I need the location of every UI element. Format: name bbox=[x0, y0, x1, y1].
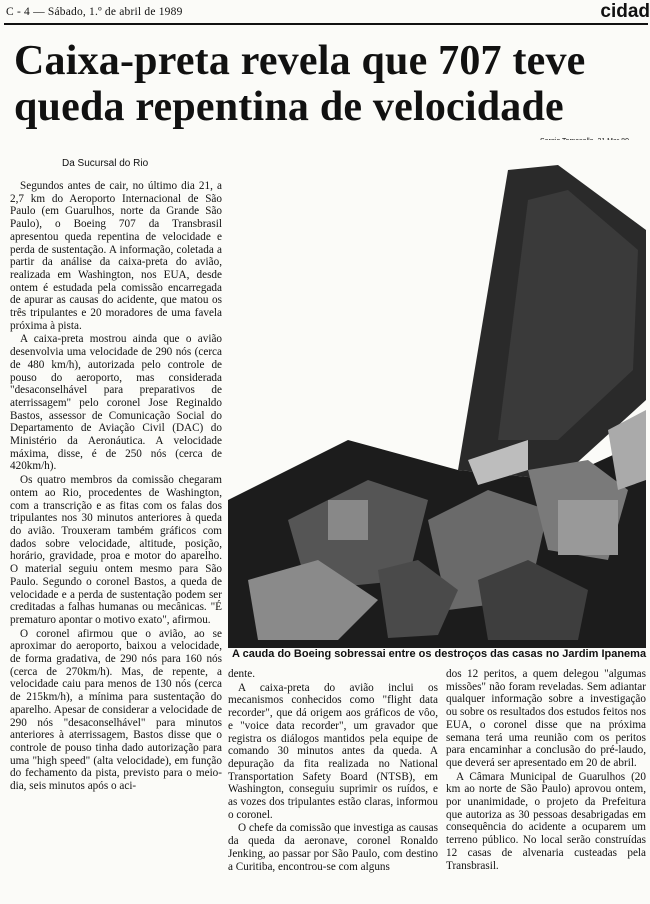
article-column-2 bbox=[228, 668, 438, 873]
article-column-3 bbox=[446, 668, 646, 872]
photo-caption: A cauda do Boeing sobressai entre os destroços das casas no Jardim Ipanema bbox=[232, 648, 647, 660]
article-byline: Da Sucursal do Rio bbox=[62, 158, 149, 169]
page-dateline: C - 4 — Sábado, 1.º de abril de 1989 bbox=[6, 6, 183, 18]
paragraph: Segundos antes de cair, no último dia 21, a 2,7 km do Aeroporto Internacional de São Paulo (em Guarulhos, norte da Grande São Paulo), o Boeing 707 da Transbrasil apresentou queda repentina de velocidade e perda de sustentação. A informação, coletada a partir da análise da caixa-preta do avião, realizada em Washington, nos EUA, desde ontem é estudada pela comissão encarregada de apurar as causas do acidente, que matou os três tripulantes e 20 moradores de uma favela próxima à pista. bbox=[10, 180, 222, 332]
page-header bbox=[6, 1, 650, 22]
paragraph: A Câmara Municipal de Guarulhos (20 km ao norte de São Paulo) aprovou ontem, por unanimidade, o projeto da Prefeitura que autoriza as 30 pessoas desabrigadas em consequência do acidente a ocuparem um terreno público. No local serão construídas 12 casas de alvenaria custeadas pela Transbrasil. bbox=[446, 770, 646, 872]
article-column-1 bbox=[10, 180, 222, 793]
paragraph: dente. bbox=[228, 668, 256, 680]
paragraph: O coronel afirmou que o avião, ao se aproximar do aeroporto, baixou a velocidade, de forma gradativa, de 290 nós para 160 nós (cerca de 270km/h). Mas, de repente, a velocidade caiu para menos de 130 nós (cerca de 215km/h), a mínima para sustentação do aparelho. Apesar de considerar a velocidade de 290 nós "desaconselhável" para minutos anteriores à aterrissagem, Bastos disse que o controle de pouso tinha dado autorização para uma "high speed" (alta velocidade), em função do fechamento da pista, previsto para o meio-dia, seis minutos após o aci- bbox=[10, 627, 222, 793]
paragraph: A caixa-preta do avião inclui os mecanismos conhecidos como "flight data recorder", que dá origem aos gráficos de vôo, e "voice data recorder", um gravador que registra os diálogos mantidos pela equipe de comando 30 minutos antes da queda. A depuração da fita realizada no National Transportation Safety Board (NTSB), em Washington, conseguiu suprimir os ruídos, e as vozes dos tripulantes estão claras, informou o coronel. bbox=[228, 681, 438, 821]
header-rule bbox=[4, 23, 648, 25]
paragraph: dos 12 peritos, a quem delegou "algumas missões" não foram reveladas. Sem adiantar qualquer informação sobre a investigação ou sobre os resultados dos estudos feitos nos EUA, o coronel disse que na próxima semana terá uma reunião com os peritos para encaminhar a conclusão do pré-laudo, que deverá ser apresentado em 20 de abril. bbox=[446, 668, 646, 769]
crash-photo bbox=[228, 140, 646, 648]
section-name: cidad bbox=[600, 1, 650, 22]
article-headline: Caixa-preta revela que 707 teve queda repentina de velocidade bbox=[14, 38, 586, 130]
paragraph: Os quatro membros da comissão chegaram ontem ao Rio, procedentes de Washington, com a transcrição e as fitas com os falas dos tripulantes nos 30 minutos anteriores à queda do avião. Trouxeram também gráficos com dados sobre velocidade, altitude, posição, horário, gravidade, proa e motor do aparelho. O material seguiu ontem mesmo para São Paulo. Segundo o coronel Bastos, a queda de velocidade e a perda de sustentação podem ser creditadas a falhas humanas ou mecânicas. "É prematuro apontar o motivo exato", afirmou. bbox=[10, 474, 222, 626]
paragraph: O chefe da comissão que investiga as causas da queda da aeronave, coronel Ronaldo Jenking, ao passar por São Paulo, com destino a Curitiba, encontrou-se com alguns bbox=[228, 822, 438, 873]
paragraph: A caixa-preta mostrou ainda que o avião desenvolvia uma velocidade de 290 nós (cerca de 480 km/h), autorizada pelo controle de pouso do aeroporto, mas considerada "desaconselhável para preparativos de aterrissagem" pelo coronel Jose Reginaldo Bastos, assessor de Comunicação Social do Departamento de Aviação Civil (DAC) do Ministério da Aeronáutica. A velocidade máxima, disse, é de 250 nós (cerca de 420km/h). bbox=[10, 333, 222, 473]
